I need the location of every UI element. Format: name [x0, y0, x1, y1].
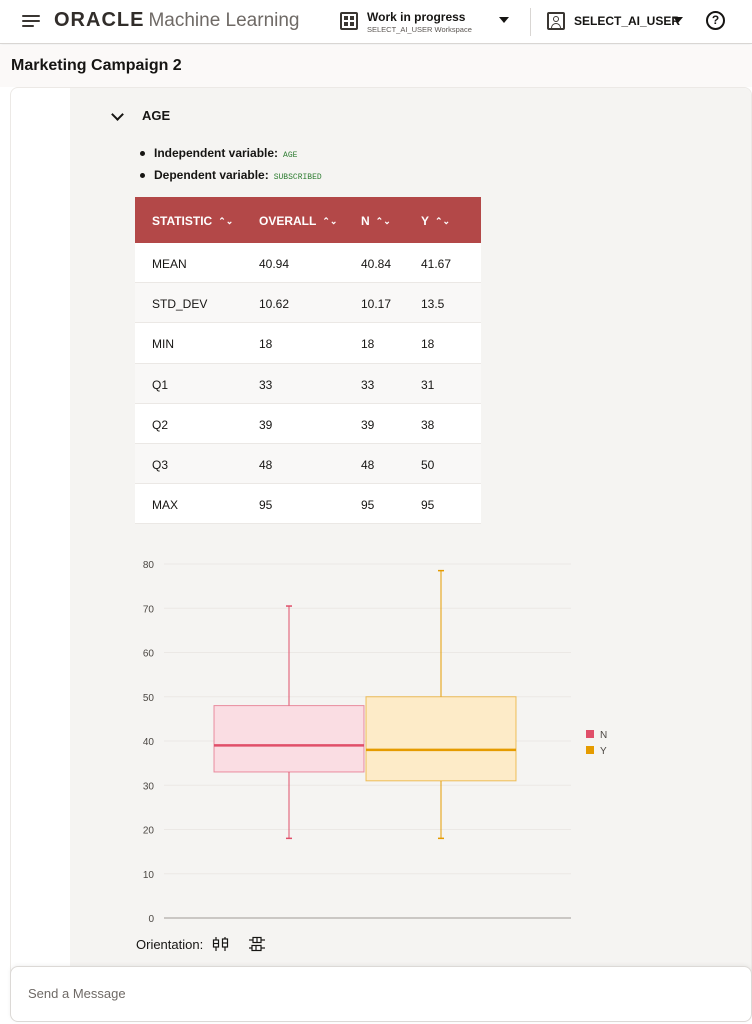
table-cell: Q1 — [152, 377, 169, 392]
legend-swatch — [586, 746, 594, 754]
table-cell: 95 — [361, 498, 375, 513]
table-cell: MEAN — [152, 257, 187, 271]
table-cell: 48 — [259, 457, 273, 472]
workspace-subtitle: SELECT_AI_USER Workspace — [367, 25, 472, 34]
box-n — [214, 706, 364, 772]
table-cell: 48 — [361, 457, 375, 472]
table-cell: Q2 — [152, 417, 169, 432]
table-cell: 95 — [421, 498, 435, 513]
legend-swatch — [586, 730, 594, 738]
table-cell: 39 — [361, 417, 375, 432]
page-title: Marketing Campaign 2 — [11, 57, 182, 74]
table-cell: 18 — [361, 337, 375, 352]
column-header-overall[interactable]: OVERALL ⌃⌄ — [259, 214, 338, 228]
table-cell: 18 — [421, 337, 435, 352]
column-header-n[interactable]: N ⌃⌄ — [361, 214, 391, 228]
table-row — [135, 444, 481, 484]
message-bar — [10, 966, 752, 1022]
table-row — [135, 283, 481, 323]
y-tick-label: 80 — [142, 560, 154, 571]
table-cell: 33 — [361, 377, 375, 392]
table-cell: 10.62 — [259, 297, 290, 312]
workspace-chevron-down-icon[interactable] — [499, 17, 509, 23]
table-cell: 50 — [421, 457, 435, 472]
user-name[interactable]: SELECT_AI_USER — [574, 14, 681, 28]
table-cell: 38 — [421, 417, 435, 432]
vertical-orientation-icon[interactable] — [212, 936, 230, 952]
oracle-ml-logo[interactable] — [54, 9, 300, 32]
legend-label: N — [600, 730, 608, 741]
y-tick-label: 20 — [142, 825, 154, 837]
y-tick-label: 50 — [142, 692, 154, 704]
user-chevron-down-icon[interactable] — [673, 17, 683, 23]
header-divider — [530, 8, 531, 36]
y-tick-label: 60 — [142, 648, 154, 660]
orientation-label: Orientation: — [136, 937, 204, 952]
table-cell: 40.94 — [259, 257, 290, 271]
table-cell: MAX — [152, 498, 179, 513]
column-header-statistic[interactable]: STATISTIC ⌃⌄ — [152, 214, 234, 228]
sort-icon[interactable]: ⌃⌄ — [218, 216, 234, 226]
hamburger-menu-icon[interactable] — [22, 13, 42, 29]
top-header — [0, 0, 752, 44]
horizontal-orientation-icon[interactable] — [248, 936, 266, 952]
sort-icon[interactable]: ⌃⌄ — [322, 216, 338, 226]
table-row — [135, 484, 481, 524]
table-cell: Q3 — [152, 457, 169, 472]
sort-icon[interactable]: ⌃⌄ — [435, 216, 451, 226]
table-header — [135, 197, 481, 243]
table-cell: 13.5 — [421, 297, 445, 312]
table-row — [135, 243, 481, 283]
table-cell: 39 — [259, 417, 273, 432]
dependent-variable-item — [154, 168, 322, 182]
y-tick-label: 30 — [142, 781, 154, 793]
column-header-y[interactable]: Y ⌃⌄ — [421, 214, 451, 228]
section-title[interactable]: AGE — [142, 108, 171, 123]
workspace-grid-icon[interactable] — [340, 12, 358, 30]
message-input[interactable] — [28, 986, 708, 1001]
table-cell: MIN — [152, 337, 174, 352]
table-row — [135, 404, 481, 444]
legend-label: Y — [600, 746, 607, 757]
user-icon[interactable] — [547, 12, 565, 30]
table-cell: STD_DEV — [152, 297, 208, 312]
product-name: Machine Learning — [148, 10, 300, 31]
table-cell: 95 — [259, 498, 273, 513]
table-cell: 33 — [259, 377, 273, 392]
y-tick-label: 10 — [142, 869, 154, 881]
table-cell: 41.67 — [421, 257, 452, 271]
y-tick-label: 0 — [148, 914, 154, 925]
workspace-title[interactable]: Work in progress — [367, 10, 466, 24]
sort-icon[interactable]: ⌃⌄ — [375, 216, 391, 226]
y-tick-label: 40 — [142, 737, 154, 748]
box-plot-chart — [128, 552, 628, 932]
box-y — [366, 697, 516, 781]
table-cell: 10.17 — [361, 297, 392, 312]
independent-variable-value: AGE — [283, 151, 298, 160]
independent-variable-label: Independent variable: — [154, 146, 279, 160]
statistics-table — [135, 197, 481, 524]
table-row — [135, 364, 481, 404]
independent-variable-item — [154, 146, 297, 160]
help-icon[interactable]: ? — [706, 11, 725, 30]
table-cell: 18 — [259, 337, 273, 352]
table-row — [135, 323, 481, 363]
table-cell: 40.84 — [361, 257, 392, 271]
y-tick-label: 70 — [142, 604, 154, 616]
brand-name: ORACLE — [54, 9, 145, 31]
table-cell: 31 — [421, 377, 435, 392]
dependent-variable-value: SUBSCRIBED — [273, 173, 322, 182]
dependent-variable-label: Dependent variable: — [154, 168, 269, 182]
